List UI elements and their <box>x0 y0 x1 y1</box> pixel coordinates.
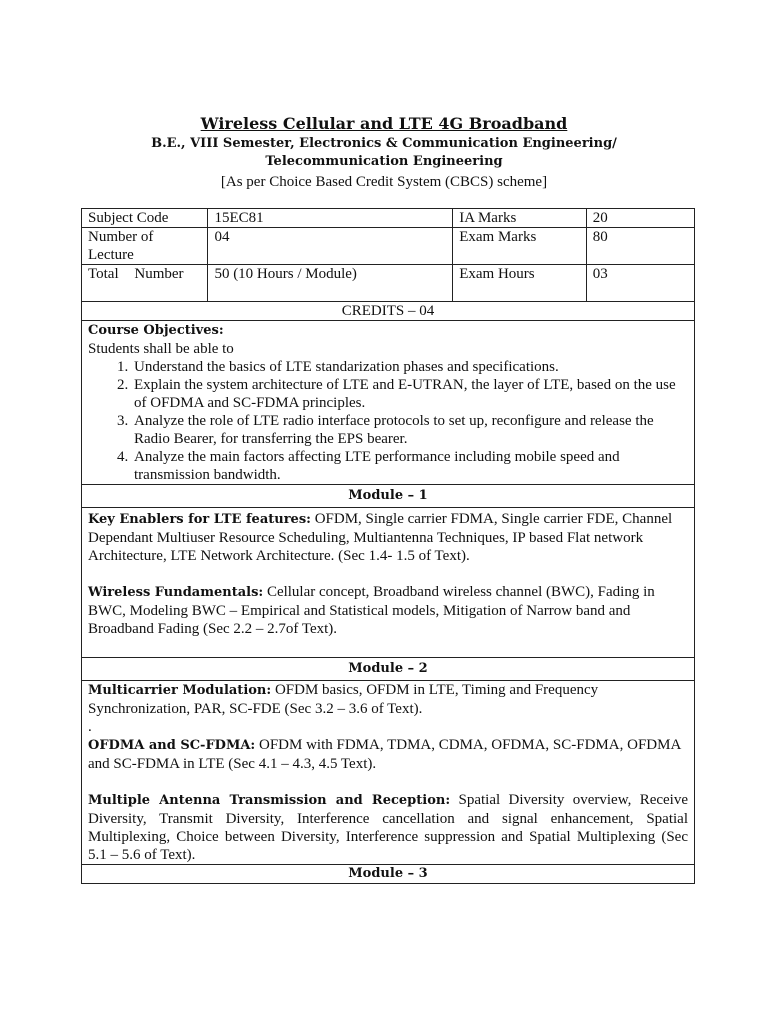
module2-heading-row <box>82 658 695 681</box>
module1-topic-1-title: Key Enablers for LTE features: <box>88 512 311 527</box>
paragraph-gap <box>88 773 688 791</box>
module1-topic-1-text: OFDM, Single carrier FDMA, Single carrier FDE, Channel Dependant Multiuser Resource Scheduling, Multiantenna Techniques, IP based Flat network Architecture, LTE Network Architecture. (Sec 1.4- 1.5 of Text). <box>88 511 673 564</box>
module2-topic-1-text: OFDM basics, OFDM in LTE, Timing and Frequency Synchronization, PAR, SC-FDE (Sec 3.2 – 3.6 of Text). <box>88 682 599 717</box>
module2-content <box>82 681 695 865</box>
info-label: Exam Hours <box>453 265 587 302</box>
module1-content-row <box>82 508 695 658</box>
module1-topic-2-title: Wireless Fundamentals: <box>88 585 264 600</box>
module1-heading: Module – 1 <box>82 485 695 508</box>
objective-item: 4. Analyze the main factors affecting LTE performance including mobile speed and transmission bandwidth. <box>132 448 688 484</box>
syllabus-table <box>81 208 695 884</box>
document-header <box>0 113 768 192</box>
objectives-list <box>88 358 688 484</box>
objectives-row <box>82 321 695 485</box>
module2-paragraph-1 <box>88 681 688 718</box>
info-label: Number of Lecture <box>82 228 208 265</box>
module2-heading: Module – 2 <box>82 658 695 681</box>
credits-row <box>82 302 695 321</box>
info-value: 50 (10 Hours / Module) <box>208 265 453 302</box>
info-label: Total Number <box>82 265 208 302</box>
info-label: Exam Marks <box>453 228 587 265</box>
info-value: 80 <box>586 228 694 265</box>
info-row-subject-code <box>82 209 695 228</box>
module2-topic-2-text: OFDM with FDMA, TDMA, CDMA, OFDMA, SC-FDMA, OFDMA and SC-FDMA in LTE (Sec 4.1 – 4.3, 4.5 Text). <box>88 737 681 772</box>
course-subtitle-line2: Telecommunication Engineering <box>265 154 503 169</box>
module2-dot: . <box>88 719 92 735</box>
objectives-heading: Course Objectives: <box>88 323 224 338</box>
module2-paragraph-2 <box>88 736 688 773</box>
objective-item: 1. Understand the basics of LTE standarization phases and specifications. <box>132 358 688 376</box>
module1-topic-2-text: Cellular concept, Broadband wireless channel (BWC), Fading in BWC, Modeling BWC – Empirical and Statistical models, Mitigation of Narrow band and Broadband Fading (Sec 2.2 – 2.7of Text). <box>88 584 655 637</box>
info-label: Subject Code <box>82 209 208 228</box>
module2-paragraph-3 <box>88 791 688 864</box>
info-value: 15EC81 <box>208 209 453 228</box>
paragraph-gap <box>88 565 688 583</box>
module3-heading-row <box>82 865 695 884</box>
module2-topic-2-title: OFDMA and SC-FDMA: <box>88 738 256 753</box>
module2-content-row <box>82 681 695 865</box>
info-label: IA Marks <box>453 209 587 228</box>
module1-heading-row <box>82 485 695 508</box>
info-row-lectures <box>82 228 695 265</box>
course-scheme: [As per Choice Based Credit System (CBCS) scheme] <box>220 174 548 190</box>
objective-item: 2. Explain the system architecture of LTE and E-UTRAN, the layer of LTE, based on the use of OFDMA and SC-FDMA principles. <box>132 376 688 412</box>
objectives-cell <box>82 321 695 485</box>
module2-topic-3-text: Spatial Diversity overview, Receive Diversity, Transmit Diversity, Interference cancellation and signal enhancement, Spatial Multiplexing, Choice between Diversity, Interference suppression and Spatial Multiplexing (Sec 5.1 – 5.6 of Text). <box>88 792 688 863</box>
module1-paragraph-1 <box>88 510 688 565</box>
objective-item: 3. Analyze the role of LTE radio interface protocols to set up, reconfigure and release the Radio Bearer, for transferring the EPS bearer. <box>132 412 688 448</box>
info-value: 04 <box>208 228 453 265</box>
objectives-intro: Students shall be able to <box>88 341 234 357</box>
credits-label: CREDITS – 04 <box>82 302 695 321</box>
info-row-total <box>82 265 695 302</box>
module2-topic-1-title: Multicarrier Modulation: <box>88 683 272 698</box>
module1-paragraph-2 <box>88 583 688 638</box>
info-value: 03 <box>586 265 694 302</box>
course-title: Wireless Cellular and LTE 4G Broadband <box>200 114 568 133</box>
module1-content <box>82 508 695 658</box>
module3-heading: Module – 3 <box>82 865 695 884</box>
info-value: 20 <box>586 209 694 228</box>
module2-topic-3-title: Multiple Antenna Transmission and Reception: <box>88 793 451 808</box>
course-subtitle-line1: B.E., VIII Semester, Electronics & Communication Engineering/ <box>151 136 617 151</box>
